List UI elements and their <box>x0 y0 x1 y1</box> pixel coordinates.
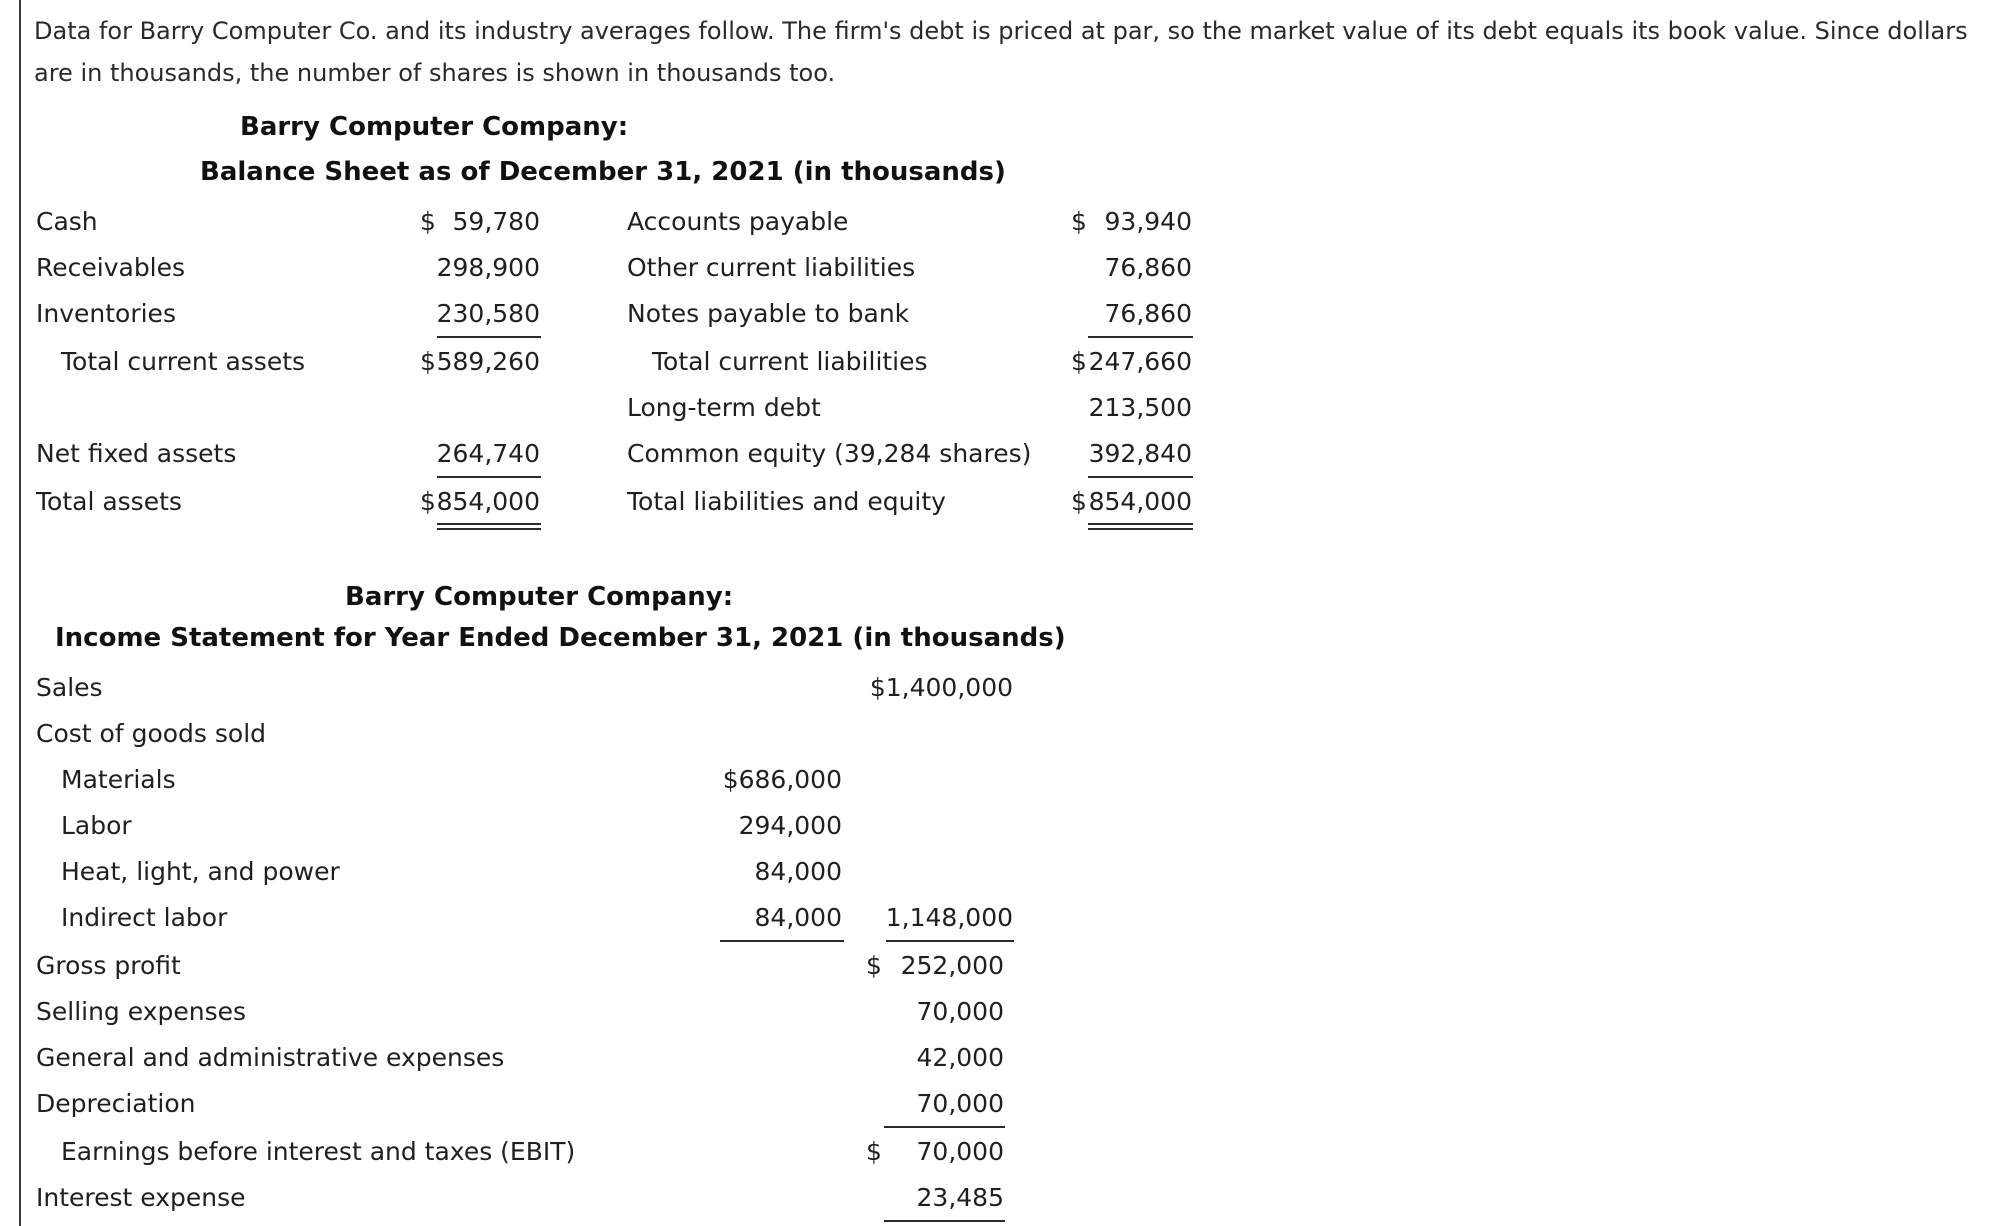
common-equity-label: Common equity (39,284 shares) <box>627 439 1032 468</box>
selling-expenses-value: 70,000 <box>916 997 1004 1026</box>
receivables-label: Receivables <box>36 253 186 282</box>
underline <box>437 336 541 338</box>
left-border <box>19 0 21 1226</box>
underline <box>720 940 844 942</box>
cash-label: Cash <box>36 207 98 236</box>
total-current-assets-label: Total current assets <box>61 347 306 376</box>
cogs-label: Cost of goods sold <box>36 719 267 748</box>
total-assets-value: 854,000 <box>436 487 540 516</box>
ebit-dollar: $ <box>866 1137 882 1166</box>
materials-value: $686,000 <box>722 765 842 794</box>
balance-sheet-subtitle: Balance Sheet as of December 31, 2021 (in thousands) <box>200 157 1006 187</box>
common-equity-value: 392,840 <box>1088 439 1192 468</box>
notes-payable-label: Notes payable to bank <box>627 299 910 328</box>
depreciation-label: Depreciation <box>36 1089 196 1118</box>
total-current-assets-value: 589,260 <box>436 347 540 376</box>
balance-sheet-title: Barry Computer Company: <box>240 112 629 142</box>
inventories-value: 230,580 <box>436 299 540 328</box>
labor-value: 294,000 <box>738 811 842 840</box>
receivables-value: 298,900 <box>436 253 540 282</box>
total-assets-dollar: $ <box>420 487 436 516</box>
underline <box>884 1126 1005 1128</box>
underline <box>886 940 1014 942</box>
ebit-label: Earnings before interest and taxes (EBIT) <box>61 1137 576 1166</box>
underline <box>884 1220 1005 1222</box>
income-statement-title: Barry Computer Company: <box>345 582 734 612</box>
depreciation-value: 70,000 <box>916 1089 1004 1118</box>
heat-light-power-value: 84,000 <box>754 857 842 886</box>
long-term-debt-value: 213,500 <box>1088 393 1192 422</box>
ebit-value: 70,000 <box>916 1137 1004 1166</box>
selling-expenses-label: Selling expenses <box>36 997 247 1026</box>
accounts-payable-dollar: $ <box>1071 207 1087 236</box>
accounts-payable-value: 93,940 <box>1104 207 1192 236</box>
gna-expenses-label: General and administrative expenses <box>36 1043 505 1072</box>
gna-expenses-value: 42,000 <box>916 1043 1004 1072</box>
long-term-debt-label: Long-term debt <box>627 393 821 422</box>
total-liabilities-equity-value: 854,000 <box>1088 487 1192 516</box>
heat-light-power-label: Heat, light, and power <box>61 857 340 886</box>
cash-value: 59,780 <box>452 207 540 236</box>
inventories-label: Inventories <box>36 299 176 328</box>
intro-paragraph: Data for Barry Computer Co. and its industry averages follow. The firm's debt is priced at par, so the market value of its debt equals its book value. Since dollars are in thousands, the number of shares is shown in thousands too. <box>34 17 1968 87</box>
double-underline <box>437 523 541 530</box>
gross-profit-dollar: $ <box>866 951 882 980</box>
other-current-liabilities-value: 76,860 <box>1104 253 1192 282</box>
total-liabilities-equity-dollar: $ <box>1071 487 1087 516</box>
total-liabilities-equity-label: Total liabilities and equity <box>627 487 946 516</box>
income-statement-subtitle: Income Statement for Year Ended December 31, 2021 (in thousands) <box>55 623 1066 653</box>
total-current-liabilities-label: Total current liabilities <box>652 347 928 376</box>
underline <box>1088 476 1193 478</box>
accounts-payable-label: Accounts payable <box>627 207 849 236</box>
double-underline <box>1088 523 1193 530</box>
other-current-liabilities-label: Other current liabilities <box>627 253 916 282</box>
cogs-total-value: 1,148,000 <box>885 903 1013 932</box>
underline <box>437 476 541 478</box>
cash-dollar: $ <box>420 207 436 236</box>
sales-value: $1,400,000 <box>869 673 1013 702</box>
underline <box>1088 336 1193 338</box>
interest-expense-value: 23,485 <box>916 1183 1004 1212</box>
gross-profit-label: Gross profit <box>36 951 181 980</box>
notes-payable-value: 76,860 <box>1104 299 1192 328</box>
interest-expense-label: Interest expense <box>36 1183 246 1212</box>
total-current-liabilities-value: 247,660 <box>1088 347 1192 376</box>
indirect-labor-label: Indirect labor <box>61 903 228 932</box>
labor-label: Labor <box>61 811 132 840</box>
materials-label: Materials <box>61 765 176 794</box>
total-current-liabilities-dollar: $ <box>1071 347 1087 376</box>
gross-profit-value: 252,000 <box>900 951 1004 980</box>
net-fixed-assets-label: Net fixed assets <box>36 439 237 468</box>
indirect-labor-value: 84,000 <box>754 903 842 932</box>
total-assets-label: Total assets <box>36 487 182 516</box>
sales-label: Sales <box>36 673 103 702</box>
total-current-assets-dollar: $ <box>420 347 436 376</box>
net-fixed-assets-value: 264,740 <box>436 439 540 468</box>
